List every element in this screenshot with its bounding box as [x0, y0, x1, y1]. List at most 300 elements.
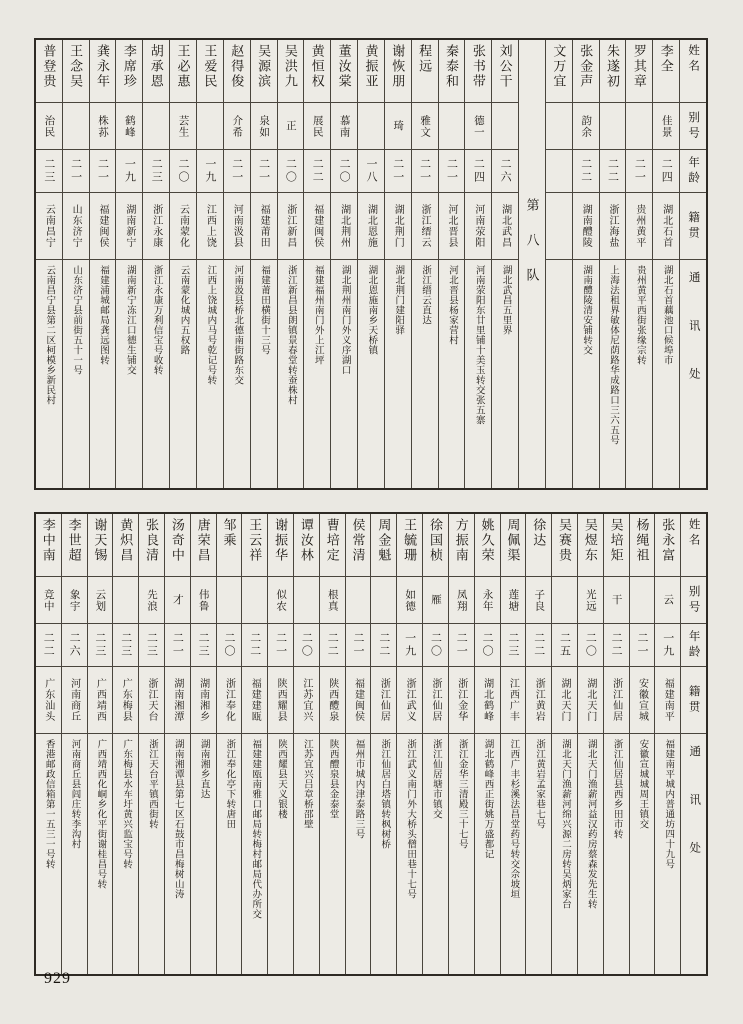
age-cell: 二一: [63, 150, 89, 193]
person-column: [448, 514, 474, 974]
name-cell: 王爱民: [197, 40, 223, 103]
origin-cell: 江西上饶: [197, 193, 223, 260]
person-column: [303, 40, 330, 488]
alias-cell: 似农: [268, 577, 293, 624]
person-column: [474, 514, 500, 974]
person-column: [87, 514, 113, 974]
age-cell: 二一: [165, 624, 190, 667]
age-cell: 二〇: [294, 624, 319, 667]
origin-cell: 云南蒙化: [170, 193, 196, 260]
origin-cell: 福建闽侯: [346, 667, 371, 734]
person-column: [36, 40, 62, 488]
person-column: [250, 40, 277, 488]
origin-cell: 湖北鹤峰: [475, 667, 500, 734]
origin-cell: 江西广丰: [501, 667, 526, 734]
alias-cell: [630, 577, 655, 624]
age-cell: 二三: [501, 624, 526, 667]
alias-cell: 鹤峰: [116, 103, 142, 150]
header-label: 别号: [681, 577, 706, 624]
age-cell: 二〇: [170, 150, 196, 193]
address-cell: 浙江新昌县朗镇景春堂转蚕株村: [285, 265, 296, 405]
origin-cell: 湖北天门: [552, 667, 577, 734]
address-cell: 安徽宣城城周王镇交: [637, 739, 648, 829]
name-cell: 吴源滨: [251, 40, 277, 103]
alias-cell: 光远: [578, 577, 603, 624]
address-cell: 河南汲县桥北德南街路东交: [232, 265, 243, 385]
origin-cell: 浙江天台: [139, 667, 164, 734]
alias-cell: 治民: [36, 103, 62, 150]
age-cell: 二一: [251, 150, 277, 193]
alias-cell: 竞中: [36, 577, 61, 624]
age-cell: 二三: [139, 624, 164, 667]
person-column: [115, 40, 142, 488]
alias-cell: 芸生: [170, 103, 196, 150]
person-column: [89, 40, 116, 488]
alias-cell: [113, 577, 138, 624]
alias-cell: 才: [165, 577, 190, 624]
address-cell: 陕西耀县天义银楼: [276, 739, 287, 819]
age-cell: 二二: [600, 150, 626, 193]
alias-cell: 介希: [224, 103, 250, 150]
alias-cell: 云: [655, 577, 680, 624]
directory-table-top: [34, 38, 708, 490]
alias-cell: 展民: [304, 103, 330, 150]
address-cell: 福州市城内津泰路三号: [353, 739, 364, 839]
name-cell: 文万宜: [546, 40, 572, 103]
person-column: [223, 40, 250, 488]
origin-cell: 贵州黄平: [626, 193, 652, 260]
age-cell: 二六: [492, 150, 518, 193]
age-cell: 二〇: [578, 624, 603, 667]
alias-cell: [439, 103, 465, 150]
age-cell: 二〇: [278, 150, 304, 193]
alias-cell: 莲塘: [501, 577, 526, 624]
alias-cell: [217, 577, 242, 624]
name-cell: 汤奇中: [165, 514, 190, 577]
address-cell: 浙江仙居白塔镇转枫树桥: [379, 739, 390, 849]
origin-cell: 福建南平: [655, 667, 680, 734]
alias-cell: [294, 577, 319, 624]
person-column: [396, 514, 422, 974]
person-column: [599, 40, 626, 488]
origin-cell: 浙江奉化: [217, 667, 242, 734]
header-label: 通讯处: [688, 745, 701, 890]
person-column: [357, 40, 384, 488]
alias-cell: 云划: [88, 577, 113, 624]
name-cell: 王必惠: [170, 40, 196, 103]
name-cell: 杨绳祖: [630, 514, 655, 577]
name-cell: 谢振华: [268, 514, 293, 577]
age-cell: 二一: [346, 624, 371, 667]
address-cell: 湖北天门渔薪河益汉药房蔡森发先生转: [585, 739, 596, 909]
person-column: [142, 40, 169, 488]
person-column: [62, 40, 89, 488]
header-column: [679, 40, 706, 488]
address-cell: [546, 260, 572, 488]
person-column: [411, 40, 438, 488]
origin-cell: 江苏宜兴: [294, 667, 319, 734]
alias-cell: 永年: [475, 577, 500, 624]
alias-cell: 佳景: [653, 103, 679, 150]
person-column: [370, 514, 396, 974]
address-cell: 浙江缙云直达: [420, 265, 431, 325]
age-cell: 二二: [304, 150, 330, 193]
person-column: [551, 514, 577, 974]
alias-cell: [492, 103, 518, 150]
origin-cell: 浙江黄岩: [526, 667, 551, 734]
age-cell: 二〇: [217, 624, 242, 667]
alias-cell: 雁: [423, 577, 448, 624]
address-cell: 云南昌宁县第二区柯模乡新民村: [44, 265, 55, 405]
header-label: 籍贯: [680, 193, 706, 260]
address-cell: 浙江仙居县西乡田市转: [611, 739, 622, 839]
name-cell: 徐达: [526, 514, 551, 577]
alias-cell: 泉如: [251, 103, 277, 150]
alias-cell: [143, 103, 169, 150]
alias-cell: 干: [604, 577, 629, 624]
alias-cell: 如德: [397, 577, 422, 624]
person-column: [241, 514, 267, 974]
alias-cell: 德一: [465, 103, 491, 150]
person-column: [330, 40, 357, 488]
name-cell: 吴煜东: [578, 514, 603, 577]
age-cell: 一九: [197, 150, 223, 193]
address-cell: 湖南新宁冻江口德生铺交: [124, 265, 135, 375]
origin-cell: 湖北荆门: [385, 193, 411, 260]
squad-divider: 第八队: [518, 40, 545, 488]
alias-cell: [197, 103, 223, 150]
alias-cell: [600, 103, 626, 150]
alias-cell: [63, 103, 89, 150]
age-cell: [546, 150, 572, 193]
name-cell: 周金魁: [371, 514, 396, 577]
address-cell: 河南荥阳东廿里铺十美玉转交张五寨: [473, 265, 484, 425]
person-column: [500, 514, 526, 974]
age-cell: 二〇: [423, 624, 448, 667]
person-column: [525, 514, 551, 974]
alias-cell: 凤翔: [449, 577, 474, 624]
origin-cell: 浙江仙居: [423, 667, 448, 734]
address-cell: 陕西醴泉县金泰堂: [327, 739, 338, 819]
alias-cell: 琦: [385, 103, 411, 150]
alias-cell: [546, 103, 572, 150]
origin-cell: 河南汲县: [224, 193, 250, 260]
alias-cell: 慕南: [331, 103, 357, 150]
origin-cell: [546, 193, 572, 260]
age-cell: 二二: [526, 624, 551, 667]
alias-cell: 伟鲁: [191, 577, 216, 624]
origin-cell: 山东济宁: [63, 193, 89, 260]
address-cell: 浙江武义南门外大桥头僧田巷十七号: [405, 739, 416, 899]
name-cell: 董汝棠: [331, 40, 357, 103]
header-label: 姓名: [680, 40, 706, 103]
origin-cell: 湖北武昌: [492, 193, 518, 260]
address-cell: 湖北荆州南门外义序湖口: [339, 265, 350, 375]
age-cell: 二〇: [331, 150, 357, 193]
age-cell: 二一: [449, 624, 474, 667]
age-cell: 一九: [655, 624, 680, 667]
age-cell: 二〇: [475, 624, 500, 667]
address-cell: 湖北荆门建阳驿: [393, 265, 404, 335]
address-cell: 河南商丘县闾庄转李沟村: [69, 739, 80, 849]
age-cell: 二一: [385, 150, 411, 193]
address-cell: 浙江金华三清殿三十七号: [456, 739, 467, 849]
age-cell: 一八: [358, 150, 384, 193]
origin-cell: 浙江仙居: [604, 667, 629, 734]
origin-cell: 浙江缙云: [412, 193, 438, 260]
name-cell: 黄炽昌: [113, 514, 138, 577]
person-column: [216, 514, 242, 974]
origin-cell: 安徽宣城: [630, 667, 655, 734]
person-column: [577, 514, 603, 974]
person-column: [629, 514, 655, 974]
origin-cell: 湖南新宁: [116, 193, 142, 260]
name-cell: 刘公干: [492, 40, 518, 103]
origin-cell: 福建建瓯: [242, 667, 267, 734]
address-cell: 福建南平城内普通坊四十九号: [663, 739, 674, 869]
age-cell: 二二: [573, 150, 599, 193]
origin-cell: 河南荥阳: [465, 193, 491, 260]
address-cell: 广西靖西化峒乡化平街谢桂昌号转: [95, 739, 106, 889]
alias-cell: 株荪: [90, 103, 116, 150]
age-cell: 一九: [397, 624, 422, 667]
name-cell: 侯常清: [346, 514, 371, 577]
address-cell: 湖南醴陵清安铺转交: [581, 265, 592, 355]
name-cell: 黄振亚: [358, 40, 384, 103]
origin-cell: 浙江金华: [449, 667, 474, 734]
person-column: [112, 514, 138, 974]
name-cell: 王念吴: [63, 40, 89, 103]
origin-cell: 湖北石首: [653, 193, 679, 260]
address-cell: 湖南湘乡直达: [198, 739, 209, 799]
origin-cell: 湖北荆州: [331, 193, 357, 260]
origin-cell: 陕西醴泉: [320, 667, 345, 734]
age-cell: 二三: [36, 150, 62, 193]
origin-cell: 广西靖西: [88, 667, 113, 734]
address-cell: 香港邮政信箱第一五三一号转: [43, 739, 54, 869]
name-cell: 曹培定: [320, 514, 345, 577]
address-cell: 福建浦城邮局龚远图转: [97, 265, 108, 365]
age-cell: 二四: [465, 150, 491, 193]
origin-cell: 河北晋县: [439, 193, 465, 260]
age-cell: 二二: [36, 624, 61, 667]
name-cell: 赵得俊: [224, 40, 250, 103]
age-cell: 二二: [604, 624, 629, 667]
name-cell: 周佩渠: [501, 514, 526, 577]
address-cell: 福建福州南门外上江坪: [312, 265, 323, 365]
age-cell: 二一: [90, 150, 116, 193]
alias-cell: 根真: [320, 577, 345, 624]
person-column: [277, 40, 304, 488]
name-cell: 吴洪九: [278, 40, 304, 103]
person-column: [491, 40, 518, 488]
name-cell: 秦泰和: [439, 40, 465, 103]
name-cell: 龚永年: [90, 40, 116, 103]
person-column: [36, 514, 61, 974]
name-cell: 李中南: [36, 514, 61, 577]
header-label: 年龄: [680, 150, 706, 193]
name-cell: 程远: [412, 40, 438, 103]
name-cell: 姚久荣: [475, 514, 500, 577]
age-cell: 二五: [552, 624, 577, 667]
person-column: [164, 514, 190, 974]
address-cell: 上海法租界敏体尼荫路华成路口三六五号: [608, 265, 618, 445]
address-cell: 江苏宜兴吕章桥邵壁: [301, 739, 312, 829]
address-cell: 湖北石首藕池口候埠市: [661, 265, 672, 365]
address-cell: 山东济宁县前街五十一号: [71, 265, 82, 375]
name-cell: 徐国桢: [423, 514, 448, 577]
name-cell: 谭汝林: [294, 514, 319, 577]
name-cell: 罗其章: [626, 40, 652, 103]
name-cell: 谢天锡: [88, 514, 113, 577]
origin-cell: 陕西耀县: [268, 667, 293, 734]
person-column: [652, 40, 679, 488]
alias-cell: [552, 577, 577, 624]
address-cell: 云南蒙化城内五权路: [178, 265, 189, 355]
address-cell: 湖北武昌五里界: [500, 265, 511, 335]
origin-cell: 云南昌宁: [36, 193, 62, 260]
name-cell: 张良清: [139, 514, 164, 577]
address-cell: 江西上饶城内马号乾记号转: [205, 265, 216, 385]
person-column: [267, 514, 293, 974]
address-cell: 浙江奉化亭下转唐田: [224, 739, 235, 829]
origin-cell: 广东梅县: [113, 667, 138, 734]
person-column: [384, 40, 411, 488]
alias-cell: 雅文: [412, 103, 438, 150]
origin-cell: 福建闽侯: [90, 193, 116, 260]
name-cell: 吴培矩: [604, 514, 629, 577]
name-cell: 谢恢朋: [385, 40, 411, 103]
name-cell: 李席珍: [116, 40, 142, 103]
origin-cell: 浙江仙居: [371, 667, 396, 734]
name-cell: 普登贵: [36, 40, 62, 103]
name-cell: 黄恒权: [304, 40, 330, 103]
origin-cell: 湖南湘潭: [165, 667, 190, 734]
age-cell: 二三: [143, 150, 169, 193]
person-column: [422, 514, 448, 974]
alias-cell: 子良: [526, 577, 551, 624]
person-column: [61, 514, 87, 974]
age-cell: 二三: [113, 624, 138, 667]
header-label: 年龄: [681, 624, 706, 667]
address-cell: 湖北天门渔薪河绵兴源二房转吴炳家台: [559, 739, 570, 909]
name-cell: 唐荣昌: [191, 514, 216, 577]
address-cell: 湖南湘潭县第七区石鼓市昌梅树山涛: [172, 739, 183, 899]
alias-cell: 韵余: [573, 103, 599, 150]
origin-cell: 浙江武义: [397, 667, 422, 734]
age-cell: 二三: [191, 624, 216, 667]
page-number: 929: [44, 970, 71, 987]
header-label: 姓名: [681, 514, 706, 577]
age-cell: 二二: [242, 624, 267, 667]
address-cell: 福建莆田横街十三号: [259, 265, 270, 355]
origin-cell: 福建闽侯: [304, 193, 330, 260]
address-cell: 湖北鹤峰西正街姚万盛都记: [482, 739, 493, 859]
age-cell: 二六: [62, 624, 87, 667]
address-cell: 河北晋县杨家营村: [446, 265, 457, 345]
person-column: [572, 40, 599, 488]
origin-cell: 浙江海盐: [600, 193, 626, 260]
alias-cell: [371, 577, 396, 624]
address-cell: 江西广丰杉溪法昌堂药号转交佘坡垣: [508, 739, 519, 899]
alias-cell: 象宇: [62, 577, 87, 624]
origin-cell: 湖南醴陵: [573, 193, 599, 260]
person-column: [464, 40, 491, 488]
name-cell: 邹乘: [217, 514, 242, 577]
age-cell: 二一: [224, 150, 250, 193]
address-cell: 福建建瓯南雅口邮局转梅村邮局代办所交: [250, 739, 261, 919]
alias-cell: [358, 103, 384, 150]
age-cell: 二四: [653, 150, 679, 193]
name-cell: 吴赛贵: [552, 514, 577, 577]
origin-cell: 广东汕头: [36, 667, 61, 734]
name-cell: 李全: [653, 40, 679, 103]
person-column: [545, 40, 572, 488]
address-cell: 广东梅县水车圩黄兴监宝号转: [121, 739, 132, 869]
origin-cell: 浙江新昌: [278, 193, 304, 260]
person-column: [138, 514, 164, 974]
alias-cell: [346, 577, 371, 624]
address-cell: 浙江仙居塘市镇交: [430, 739, 441, 819]
name-cell: 王毓珊: [397, 514, 422, 577]
origin-cell: 湖北恩施: [358, 193, 384, 260]
origin-cell: 湖南湘乡: [191, 667, 216, 734]
age-cell: 二一: [630, 624, 655, 667]
address-cell: 浙江黄岩孟家巷七号: [534, 739, 545, 829]
person-column: [293, 514, 319, 974]
name-cell: 张永富: [655, 514, 680, 577]
alias-cell: [242, 577, 267, 624]
person-column: [654, 514, 680, 974]
age-cell: 二一: [412, 150, 438, 193]
origin-cell: 河南商丘: [62, 667, 87, 734]
header-label: 籍贯: [681, 667, 706, 734]
header-column: [680, 514, 706, 974]
person-column: [438, 40, 465, 488]
address-cell: 浙江天台平镇西街转: [146, 739, 157, 829]
age-cell: 一九: [116, 150, 142, 193]
address-cell: 浙江永康万利信宝号收转: [151, 265, 162, 375]
origin-cell: 福建莆田: [251, 193, 277, 260]
address-cell: 湖北恩施南乡天桥镇: [366, 265, 377, 355]
age-cell: 二二: [320, 624, 345, 667]
person-column: [319, 514, 345, 974]
origin-cell: 浙江永康: [143, 193, 169, 260]
directory-table-bottom: [34, 512, 708, 976]
name-cell: 朱遂初: [600, 40, 626, 103]
name-cell: 张金声: [573, 40, 599, 103]
header-label: 通讯处: [687, 271, 700, 416]
age-cell: 二一: [268, 624, 293, 667]
person-column: [190, 514, 216, 974]
address-cell: 贵州黄平西街张缘宗转: [634, 265, 645, 365]
header-label: 别号: [680, 103, 706, 150]
name-cell: 李世超: [62, 514, 87, 577]
origin-cell: 湖北天门: [578, 667, 603, 734]
name-cell: 王云祥: [242, 514, 267, 577]
person-column: [625, 40, 652, 488]
age-cell: 二一: [439, 150, 465, 193]
age-cell: 二二: [371, 624, 396, 667]
person-column: [603, 514, 629, 974]
alias-cell: [626, 103, 652, 150]
person-column: [345, 514, 371, 974]
name-cell: 张书带: [465, 40, 491, 103]
person-column: [196, 40, 223, 488]
alias-cell: 正: [278, 103, 304, 150]
name-cell: 胡承恩: [143, 40, 169, 103]
age-cell: 二三: [88, 624, 113, 667]
